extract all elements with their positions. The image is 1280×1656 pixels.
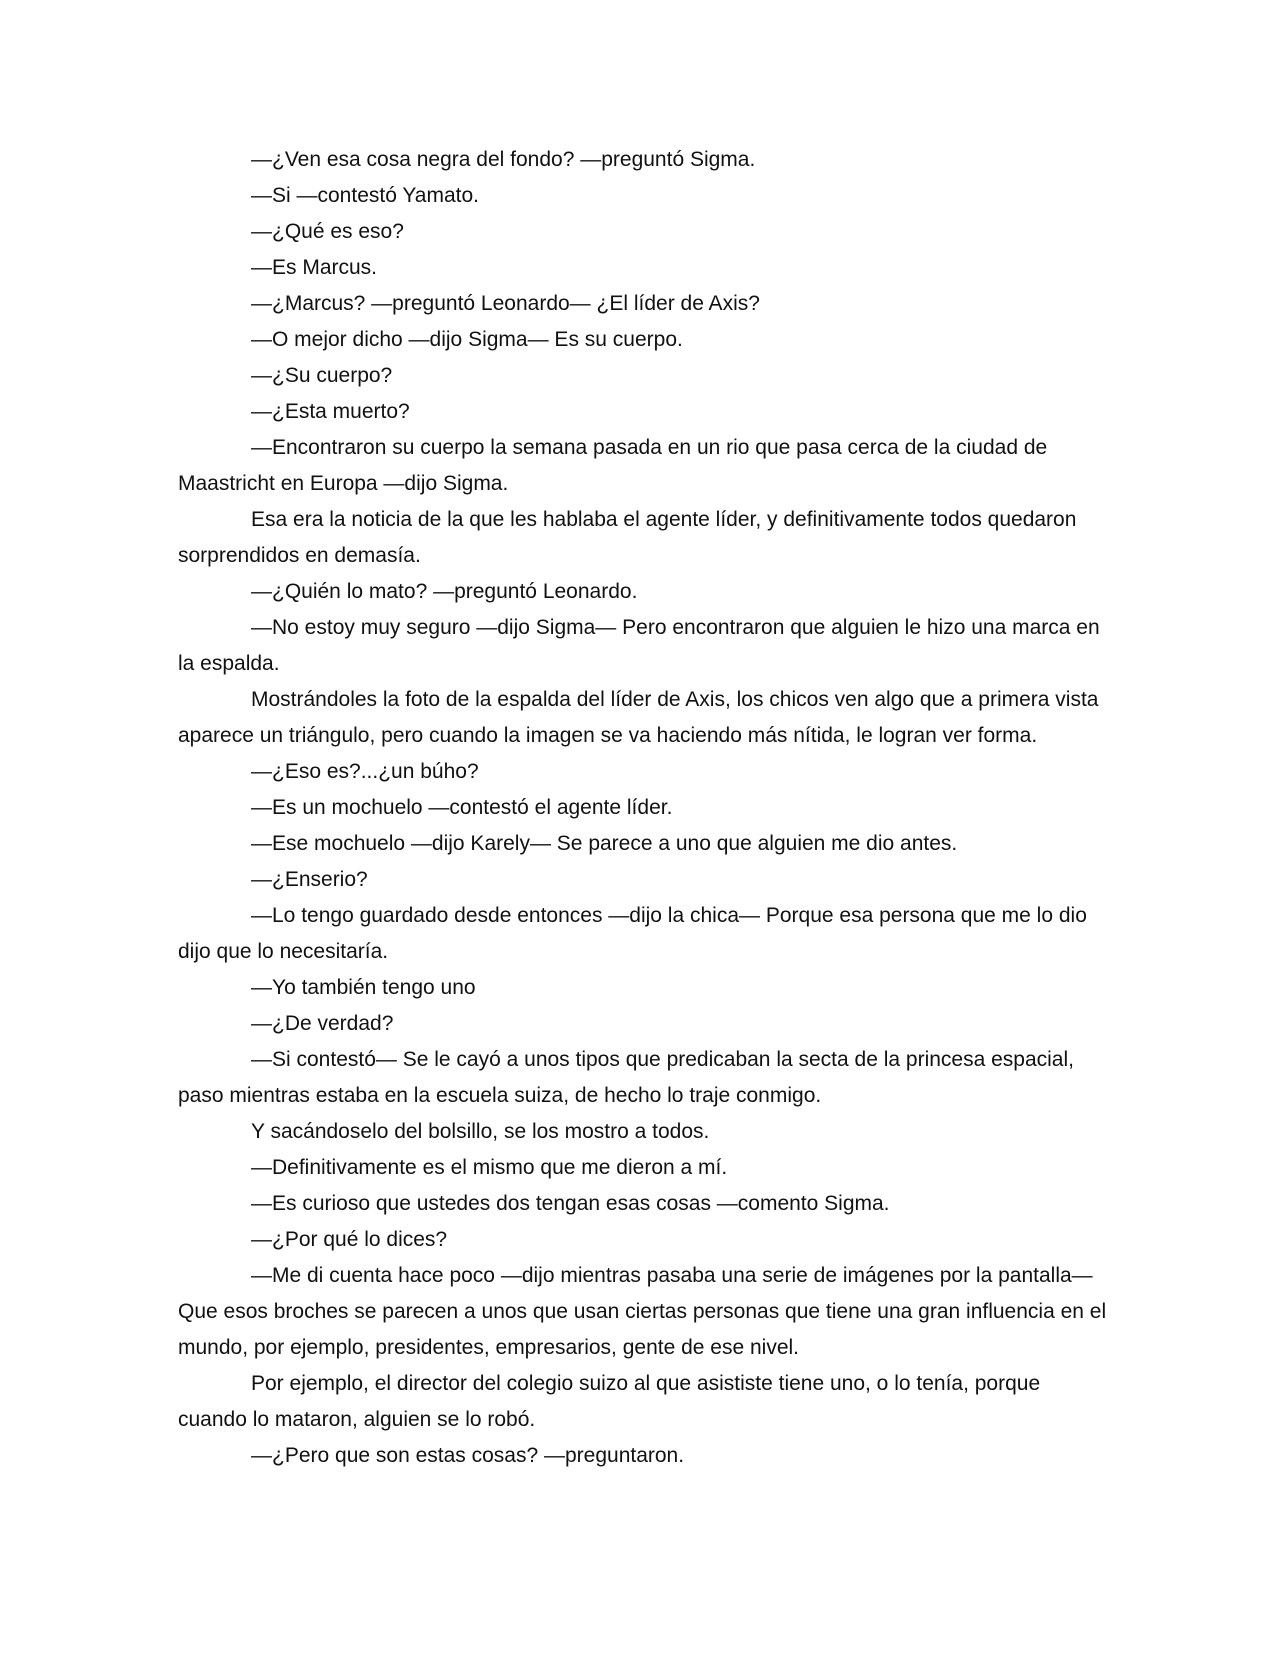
paragraph: —¿Por qué lo dices?: [251, 1228, 448, 1251]
paragraph: —¿Su cuerpo?: [251, 364, 393, 387]
paragraph: —Es curioso que ustedes dos tengan esas cosas —comento Sigma.: [251, 1192, 890, 1215]
paragraph: —¿Quién lo mato? —preguntó Leonardo.: [251, 580, 638, 603]
paragraph: —¿Ven esa cosa negra del fondo? —preguntó Sigma.: [251, 148, 756, 171]
paragraph: —¿Enserio?: [251, 868, 368, 891]
paragraph: —Me di cuenta hace poco —dijo mientras pasaba una serie de imágenes por la pantalla— Que esos broches se parecen a unos que usan ciertas personas que tiene una gran influencia en el mundo, por ejemplo, presidentes, empresarios, gente de ese nivel.: [178, 1264, 1107, 1359]
paragraph: —Es Marcus.: [251, 256, 378, 279]
paragraph: —Encontraron su cuerpo la semana pasada en un rio que pasa cerca de la ciudad de Maastricht en Europa —dijo Sigma.: [178, 436, 1048, 495]
paragraph: —¿De verdad?: [251, 1012, 394, 1035]
paragraph: —Yo también tengo uno: [251, 976, 476, 999]
paragraph: —Definitivamente es el mismo que me dieron a mí.: [251, 1156, 728, 1179]
paragraph: Por ejemplo, el director del colegio suizo al que asististe tiene uno, o lo tenía, porque cuando lo mataron, alguien se lo robó.: [178, 1372, 1041, 1431]
paragraph: —¿Marcus? —preguntó Leonardo— ¿El líder de Axis?: [251, 292, 760, 315]
paragraph: —Es un mochuelo —contestó el agente líder.: [251, 796, 673, 819]
paragraph: Y sacándoselo del bolsillo, se los mostro a todos.: [251, 1120, 710, 1143]
paragraph: —¿Eso es?...¿un búho?: [251, 760, 479, 783]
paragraph: —Si —contestó Yamato.: [251, 184, 479, 207]
paragraph: —Lo tengo guardado desde entonces —dijo la chica— Porque esa persona que me lo dio dijo que lo necesitaría.: [178, 904, 1087, 963]
paragraph: —No estoy muy seguro —dijo Sigma— Pero encontraron que alguien le hizo una marca en la espalda.: [178, 616, 1100, 675]
paragraph: —¿Pero que son estas cosas? —preguntaron.: [251, 1444, 685, 1467]
paragraph: Mostrándoles la foto de la espalda del líder de Axis, los chicos ven algo que a primera vista aparece un triángulo, pero cuando la imagen se va haciendo más nítida, le logran ver forma.: [178, 688, 1099, 747]
document-body: [178, 142, 1108, 1474]
paragraph: —¿Qué es eso?: [251, 220, 404, 243]
paragraph: —O mejor dicho —dijo Sigma— Es su cuerpo.: [251, 328, 683, 351]
paragraph: —Ese mochuelo —dijo Karely— Se parece a uno que alguien me dio antes.: [251, 832, 958, 855]
paragraph: —¿Esta muerto?: [251, 400, 410, 423]
paragraph: Esa era la noticia de la que les hablaba el agente líder, y definitivamente todos quedaron sorprendidos en demasía.: [178, 508, 1077, 567]
paragraph: —Si contestó— Se le cayó a unos tipos que predicaban la secta de la princesa espacial, paso mientras estaba en la escuela suiza, de hecho lo traje conmigo.: [178, 1048, 1074, 1107]
